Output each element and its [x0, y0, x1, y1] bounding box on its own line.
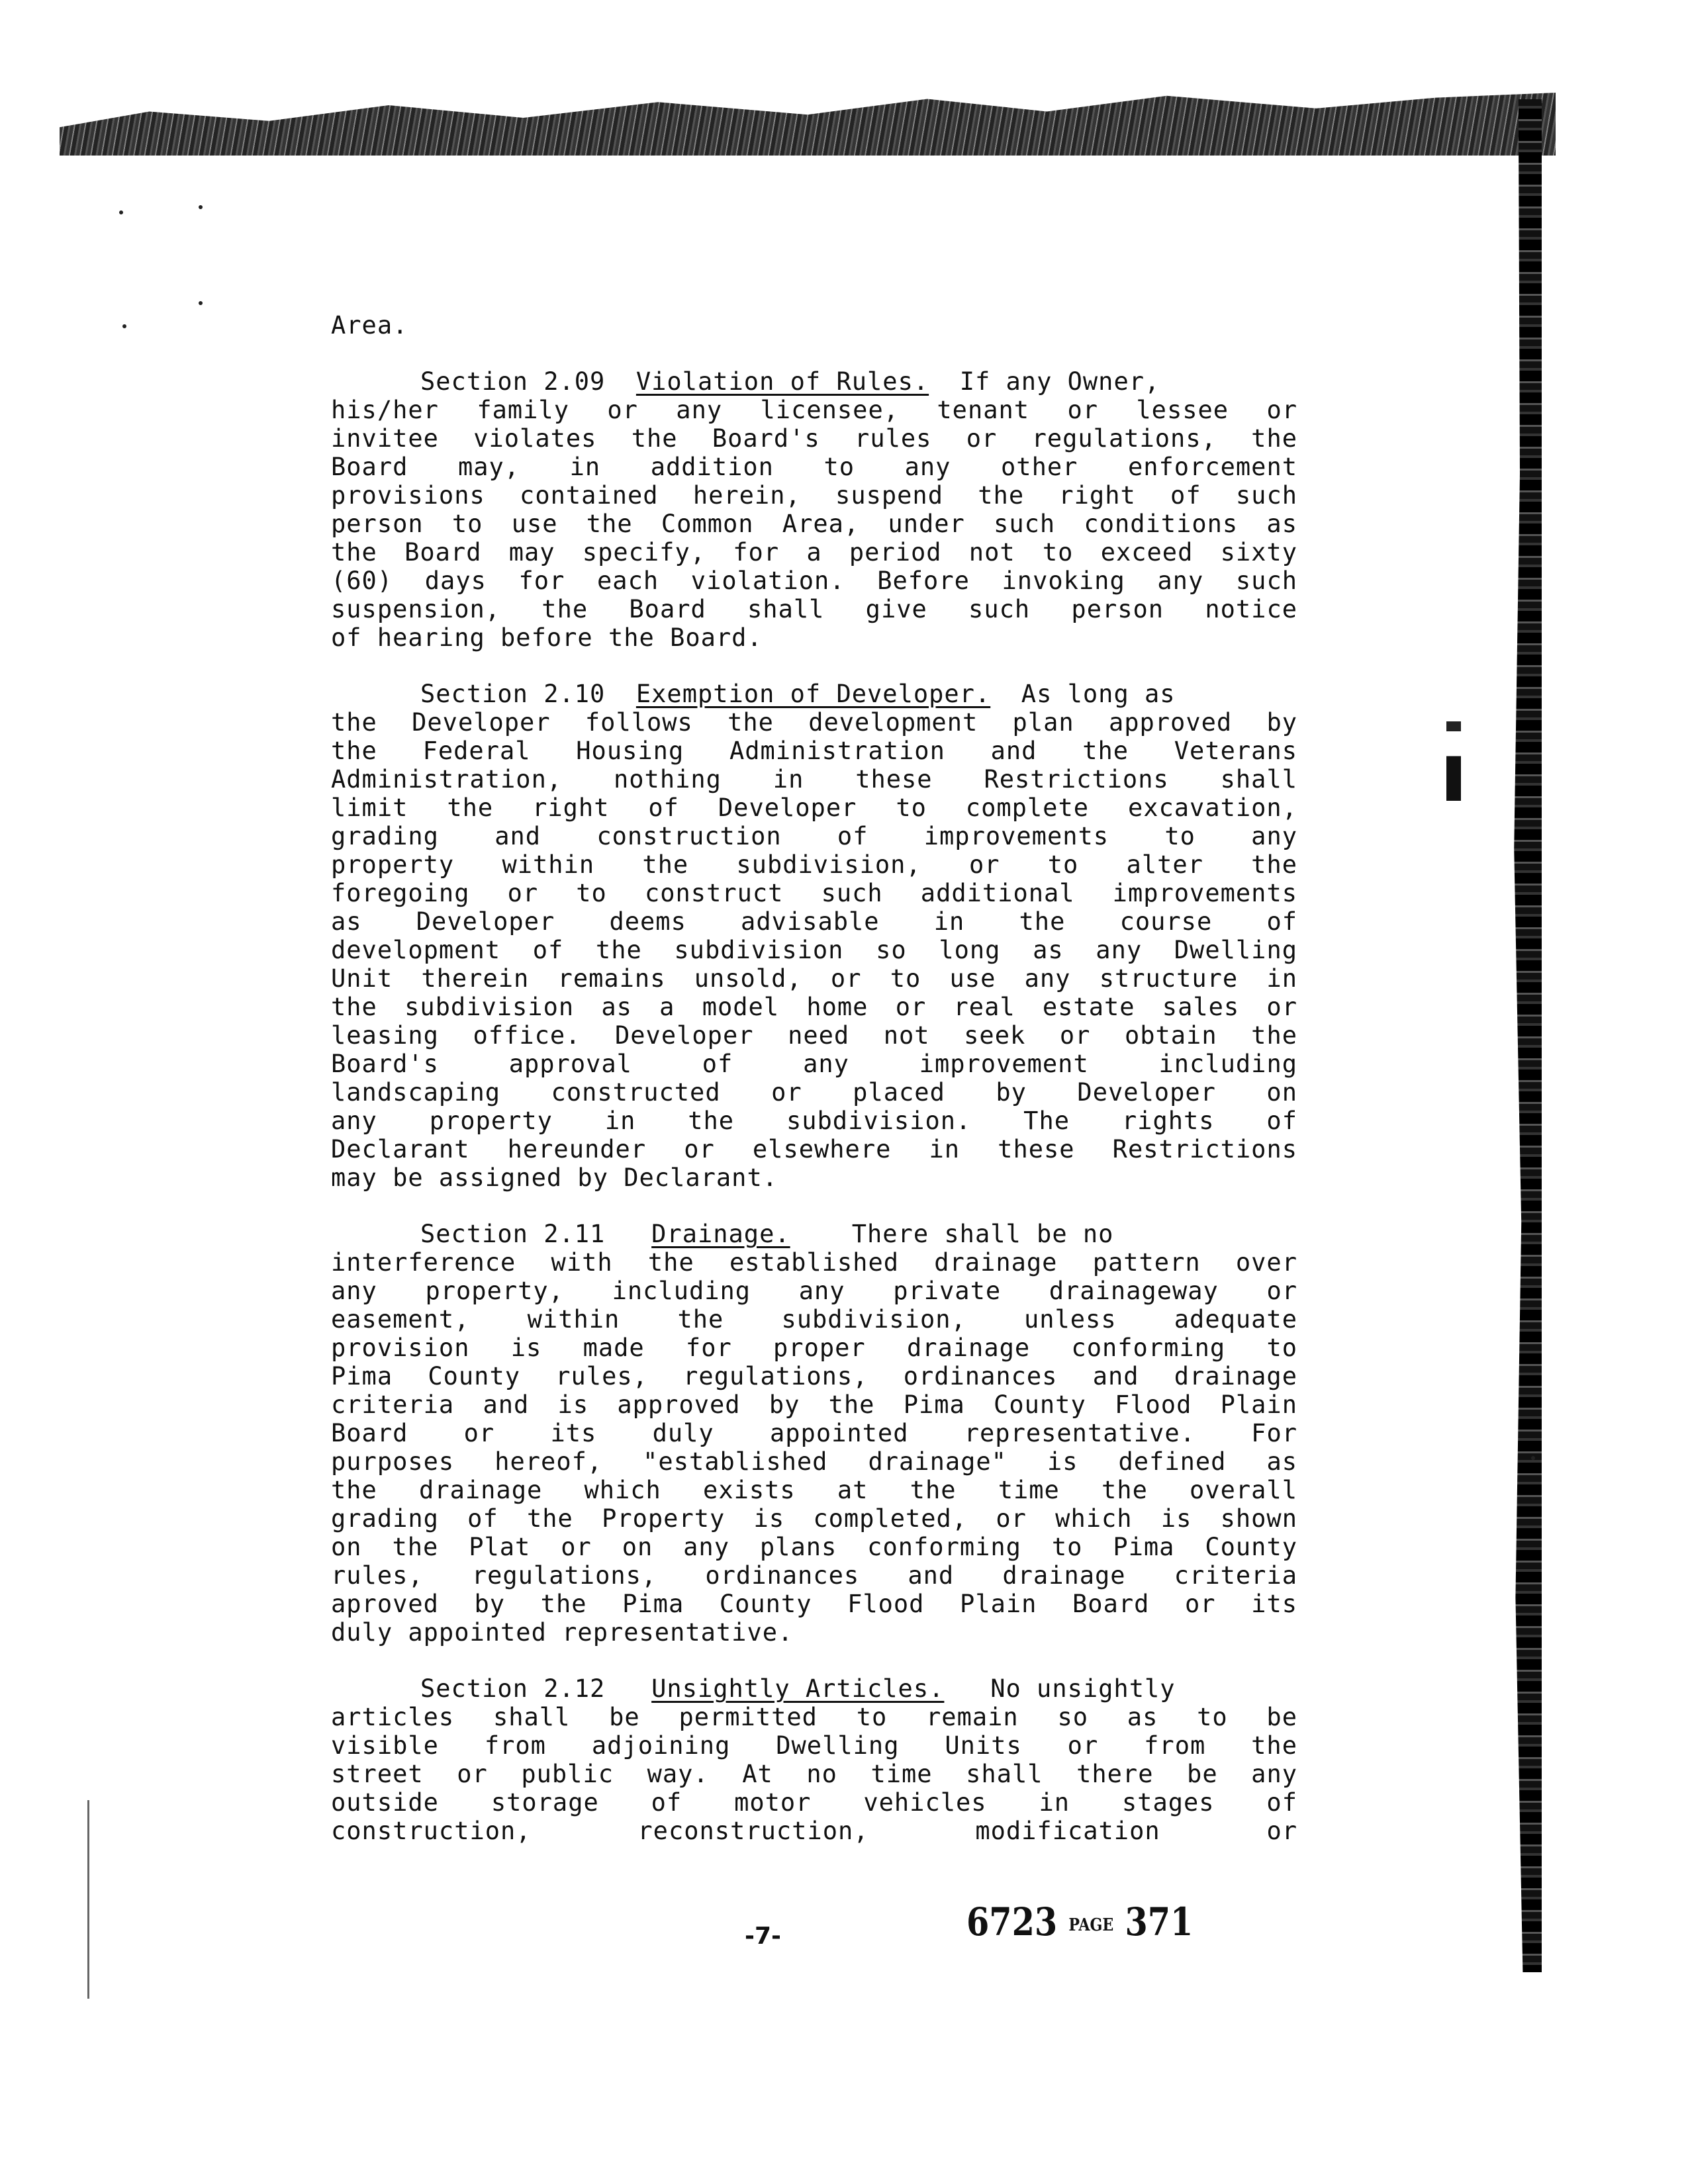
section-heading-line [331, 1220, 1297, 1248]
section-2-10 [331, 680, 1297, 1192]
section-heading-line [331, 680, 1297, 708]
scan-speck [199, 205, 203, 209]
section-text-line: articles shall be permitted to remain so as to be [331, 1703, 1297, 1731]
page-number: -7- [745, 1923, 781, 1950]
section-text-line: visible from adjoining Dwelling Units or from the [331, 1731, 1297, 1760]
section-text-line: any property, including any private drainageway or [331, 1277, 1297, 1305]
page-label: PAGE [1068, 1915, 1114, 1935]
section-text-line: purposes hereof, "established drainage" is defined as [331, 1447, 1297, 1476]
section-text-line: limit the right of Developer to complete excavation, [331, 794, 1297, 822]
section-text-line: No unsightly [990, 1674, 1176, 1703]
section-text-line: his/her family or any licensee, tenant or lessee or [331, 396, 1297, 424]
section-text-line: rules, regulations, ordinances and drainage criteria [331, 1561, 1297, 1590]
section-number: Section 2.09 [420, 367, 606, 396]
section-text-line: Unit therein remains unsold, or to use any structure in [331, 964, 1297, 993]
section-text-line: outside storage of motor vehicles in stages of [331, 1788, 1297, 1817]
section-text-line: on the Plat or on any plans conforming to Pima County [331, 1533, 1297, 1561]
scan-left-margin-line [87, 1800, 89, 1999]
recording-page-number: 371 [1125, 1899, 1194, 1944]
section-text-line: suspension, the Board shall give such person notice [331, 595, 1297, 623]
section-text-line: grading of the Property is completed, or which is shown [331, 1504, 1297, 1533]
section-text-line: invitee violates the Board's rules or regulations, the [331, 424, 1297, 453]
section-text-line: of hearing before the Board. [331, 623, 763, 652]
section-text-line: easement, within the subdivision, unless adequate [331, 1305, 1297, 1334]
opening-fragment: Area. [331, 311, 408, 340]
section-text-line: foregoing or to construct such additional improvements [331, 879, 1297, 907]
section-text-line: (60) days for each violation. Before invoking any such [331, 567, 1297, 595]
section-text-line: leasing office. Developer need not seek or obtain the [331, 1021, 1297, 1050]
section-heading-line [331, 367, 1297, 396]
section-text-line: As long as [1021, 680, 1176, 708]
scan-right-edge [1513, 99, 1542, 1972]
docket-number: 6723 [966, 1899, 1058, 1944]
section-text-line: grading and construction of improvements to any [331, 822, 1297, 850]
section-text-line: may be assigned by Declarant. [331, 1163, 778, 1192]
section-2-11 [331, 1220, 1297, 1647]
section-heading-line [331, 1674, 1297, 1703]
section-text-line: the Federal Housing Administration and the Veterans [331, 737, 1297, 765]
scan-speck [119, 210, 123, 214]
section-number: Section 2.10 [420, 680, 606, 708]
section-text-line: landscaping constructed or placed by Developer on [331, 1078, 1297, 1107]
section-text-line: provisions contained herein, suspend the right of such [331, 481, 1297, 510]
section-2-12 [331, 1674, 1297, 1845]
section-text-line: the subdivision as a model home or real estate sales or [331, 993, 1297, 1021]
section-text-line: street or public way. At no time shall there be any [331, 1760, 1297, 1788]
section-text-line: Declarant hereunder or elsewhere in these Restrictions [331, 1135, 1297, 1163]
recording-stamp [966, 1899, 1193, 1944]
section-text-line: the Developer follows the development plan approved by [331, 708, 1297, 737]
section-text-line: as Developer deems advisable in the course of [331, 907, 1297, 936]
scan-speck [122, 324, 126, 328]
section-text-line: Board may, in addition to any other enforcement [331, 453, 1297, 481]
section-title: Drainage. [651, 1220, 790, 1248]
section-text-line: the Board may specify, for a period not to exceed sixty [331, 538, 1297, 567]
section-text-line: construction, reconstruction, modification or [331, 1817, 1297, 1845]
scan-speck [199, 301, 203, 305]
section-text-line: interference with the established drainage pattern over [331, 1248, 1297, 1277]
section-text-line: Administration, nothing in these Restrictions shall [331, 765, 1297, 794]
section-text-line: If any Owner, [959, 367, 1160, 396]
document-body [331, 311, 1297, 1845]
section-title: Unsightly Articles. [651, 1674, 945, 1703]
section-text-line: property within the subdivision, or to alter the [331, 850, 1297, 879]
section-text-line: aproved by the Pima County Flood Plain Board or its [331, 1590, 1297, 1618]
section-text-line: any property in the subdivision. The rights of [331, 1107, 1297, 1135]
section-text-line: Board's approval of any improvement including [331, 1050, 1297, 1078]
section-text-line: There shall be no [851, 1220, 1114, 1248]
section-text-line: person to use the Common Area, under such conditions as [331, 510, 1297, 538]
section-title: Exemption of Developer. [635, 680, 991, 708]
section-title: Violation of Rules. [635, 367, 929, 396]
scan-margin-mark [1446, 702, 1461, 801]
section-2-09 [331, 367, 1297, 652]
scan-speck [1531, 1456, 1535, 1460]
section-number: Section 2.12 [420, 1674, 606, 1703]
section-text-line: development of the subdivision so long as any Dwelling [331, 936, 1297, 964]
section-text-line: provision is made for proper drainage conforming to [331, 1334, 1297, 1362]
section-text-line: Board or its duly appointed representative. For [331, 1419, 1297, 1447]
section-text-line: Pima County rules, regulations, ordinances and drainage [331, 1362, 1297, 1390]
section-text-line: criteria and is approved by the Pima County Flood Plain [331, 1390, 1297, 1419]
scan-top-edge [60, 93, 1556, 156]
section-number: Section 2.11 [420, 1220, 606, 1248]
section-text-line: duly appointed representative. [331, 1618, 794, 1647]
section-text-line: the drainage which exists at the time the overall [331, 1476, 1297, 1504]
